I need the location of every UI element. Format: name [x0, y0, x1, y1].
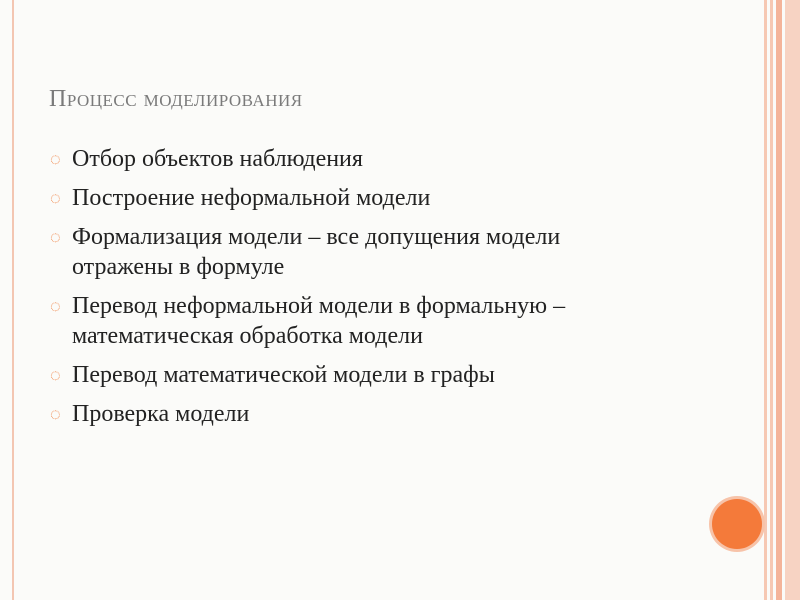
list-item-text: Отбор объектов наблюдения	[72, 146, 363, 172]
bullet-marker-icon: ◌	[50, 188, 61, 208]
list-item	[50, 183, 650, 213]
list-item-text: Проверка модели	[72, 401, 250, 427]
bullet-marker-icon: ◌	[50, 296, 61, 316]
list-item	[50, 399, 650, 429]
list-item-text: Перевод неформальной модели в формальную – математическая обработка модели	[72, 293, 566, 349]
list-item-text: Формализация модели – все допущения модели отражены в формуле	[72, 224, 561, 280]
bullet-marker-icon: ◌	[50, 227, 61, 247]
slide-title: Процесс моделирования	[49, 86, 303, 112]
right-border-stripe	[770, 0, 773, 600]
bullet-marker-icon: ◌	[50, 149, 61, 169]
bullet-list	[50, 144, 650, 438]
bullet-marker-icon: ◌	[50, 404, 61, 424]
list-item-text: Перевод математической модели в графы	[72, 362, 495, 388]
bullet-marker-icon: ◌	[50, 365, 61, 385]
list-item	[50, 144, 650, 174]
list-item	[50, 360, 650, 390]
left-border-rule	[12, 0, 14, 600]
list-item-text: Построение неформальной модели	[72, 185, 431, 211]
list-item	[50, 291, 650, 351]
list-item	[50, 222, 650, 282]
right-border-stripe	[764, 0, 767, 600]
decorative-circle-icon	[712, 499, 762, 549]
right-border-stripe	[776, 0, 782, 600]
right-border-stripe	[785, 0, 800, 600]
